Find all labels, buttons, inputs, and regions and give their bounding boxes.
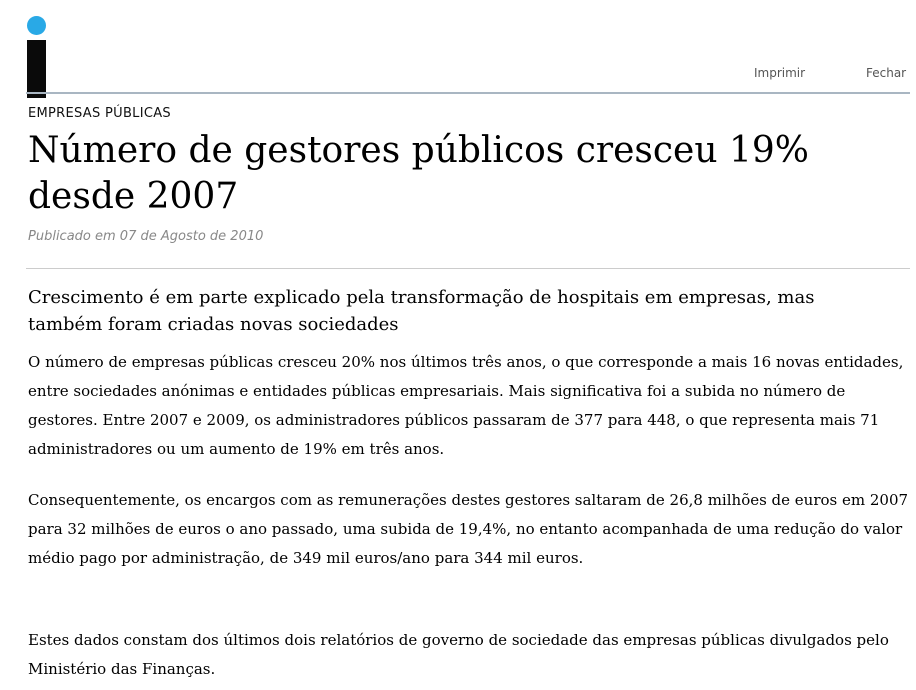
article-paragraph-3: Estes dados constam dos últimos dois relatórios de governo de sociedade das empresas públicas divulgados pelo Ministério das Finanças. [28, 631, 889, 678]
publication-date: Publicado em 07 de Agosto de 2010 [28, 229, 264, 244]
header-divider [26, 92, 910, 94]
article-lead: Crescimento é em parte explicado pela transformação de hospitais em empresas, mas também foram criadas novas sociedades [28, 287, 815, 335]
article-paragraph-2: Consequentemente, os encargos com as remunerações destes gestores saltaram de 26,8 milhões de euros em 2007 para 32 milhões de euros o ano passado, uma subida de 19,4%, no entanto acompanhada de uma redução do valor médio pago por administração, de 349 mil euros/ano para 344 mil euros. [28, 491, 909, 567]
newspaper-logo [26, 16, 48, 84]
headline-divider [26, 268, 910, 269]
logo-bar-icon [27, 40, 46, 98]
close-link[interactable]: Fechar [866, 66, 907, 80]
print-link[interactable]: Imprimir [754, 66, 806, 80]
logo-dot-icon [27, 16, 46, 35]
article-paragraph-1: O número de empresas públicas cresceu 20% nos últimos três anos, o que corresponde a mais 16 novas entidades, entre sociedades anónimas e entidades públicas empresariais. Mais significativa foi a subida no número de gestores. Entre 2007 e 2009, os administradores públicos passaram de 377 para 448, o que representa mais 71 administradores ou um aumento de 19% em três anos. [28, 353, 904, 458]
article-headline: Número de gestores públicos cresceu 19% desde 2007 [28, 130, 809, 217]
section-label: EMPRESAS PÚBLICAS [28, 106, 171, 121]
